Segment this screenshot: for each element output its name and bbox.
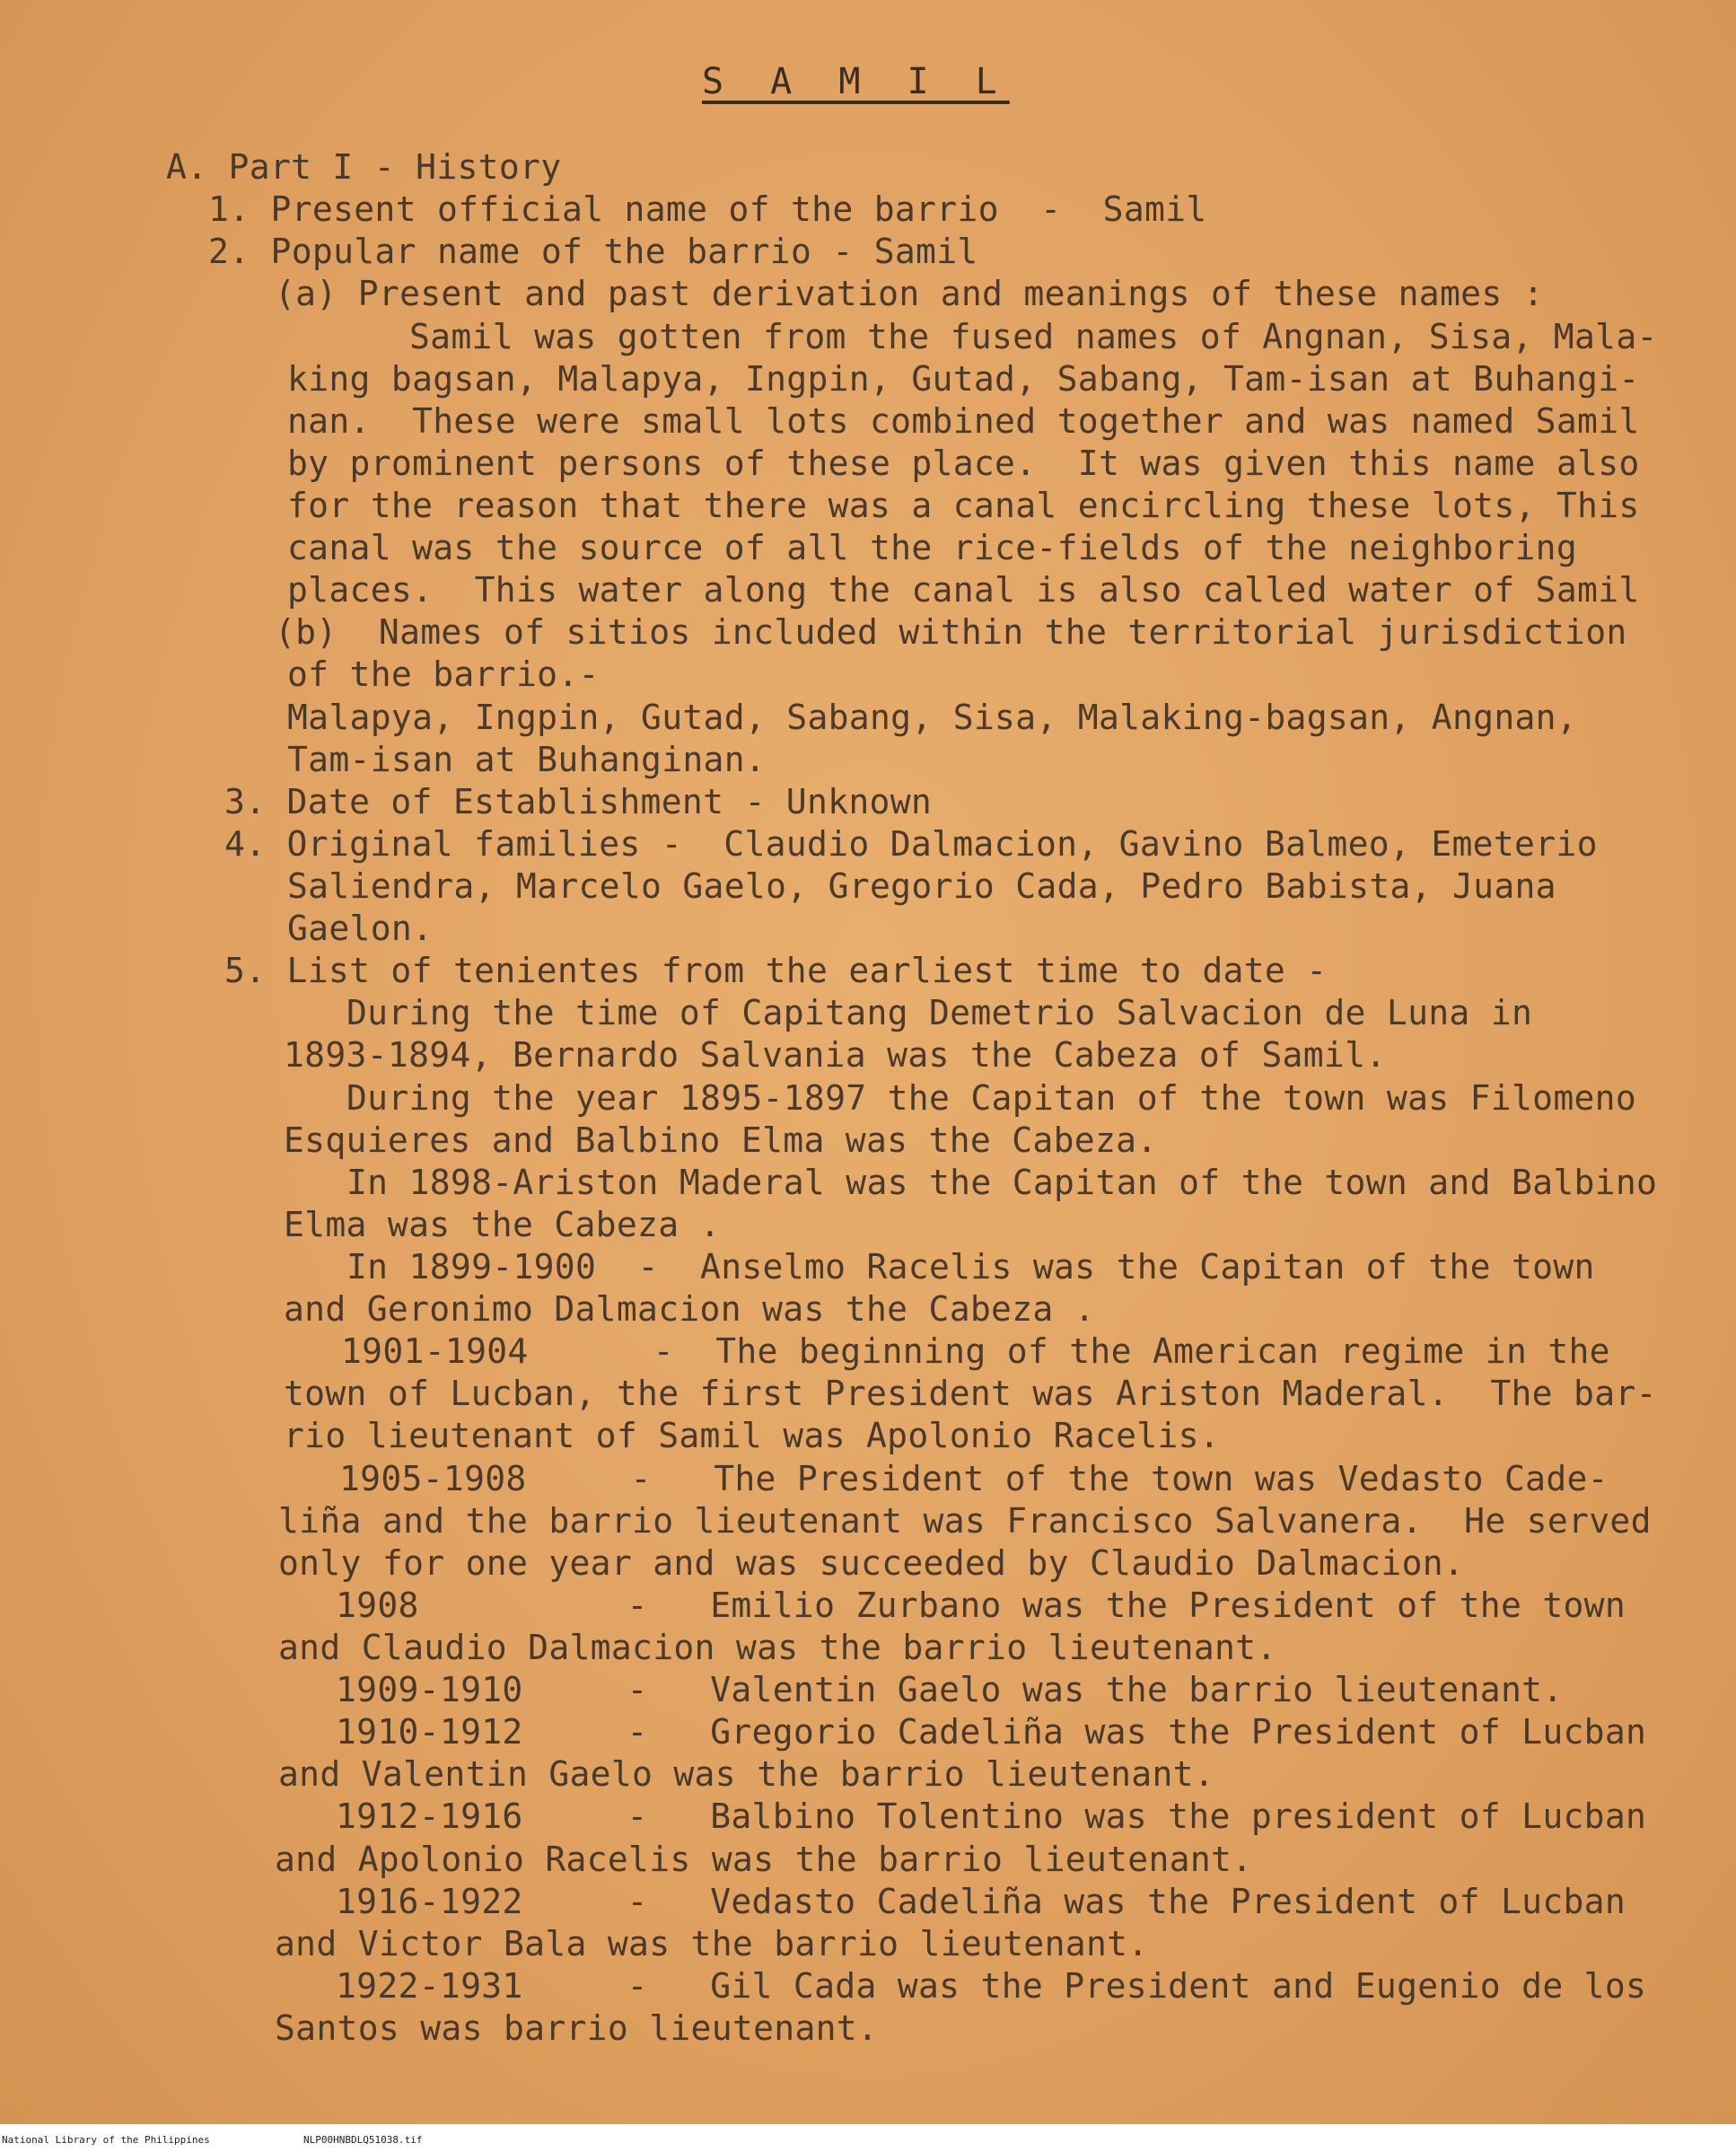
text-line: Esquieres and Balbino Elma was the Cabeza. bbox=[284, 1120, 1158, 1160]
text-line: Samil was gotten from the fused names of Angnan, Sisa, Mala- bbox=[409, 317, 1658, 356]
text-line: only for one year and was succeeded by Claudio Dalmacion. bbox=[278, 1543, 1465, 1583]
text-line: Malapya, Ingpin, Gutad, Sabang, Sisa, Malaking-bagsan, Angnan, bbox=[287, 698, 1578, 737]
text-line: by prominent persons of these place. It was given this name also bbox=[287, 444, 1640, 483]
text-line: 1916-1922 - Vedasto Cadeliña was the President of Lucban bbox=[336, 1882, 1626, 1921]
text-line: and Geronimo Dalmacion was the Cabeza . bbox=[284, 1289, 1095, 1329]
text-line: Tam-isan at Buhanginan. bbox=[287, 740, 767, 779]
text-line-item-2: 2. Popular name of the barrio - Samil bbox=[208, 232, 978, 271]
text-line: for the reason that there was a canal encircling these lots, This bbox=[287, 486, 1640, 525]
text-line: and Victor Bala was the barrio lieutenant. bbox=[275, 1924, 1149, 1963]
text-line-item-4: 4. Original families - Claudio Dalmacion, Gavino Balmeo, Emeterio bbox=[224, 824, 1598, 864]
text-line: and Valentin Gaelo was the barrio lieutenant. bbox=[278, 1754, 1215, 1794]
text-line: 1893-1894, Bernardo Salvania was the Cabeza of Samil. bbox=[284, 1035, 1387, 1075]
text-line: nan. These were small lots combined together and was named Samil bbox=[287, 401, 1640, 441]
text-line: During the year 1895-1897 the Capitan of the town was Filomeno bbox=[346, 1078, 1637, 1118]
text-line: canal was the source of all the rice-fields of the neighboring bbox=[287, 528, 1578, 567]
text-line: rio lieutenant of Samil was Apolonio Racelis. bbox=[284, 1416, 1221, 1455]
text-line-item-1: 1. Present official name of the barrio - Samil bbox=[208, 189, 1207, 229]
text-line: 1908 - Emilio Zurbano was the President of the town bbox=[336, 1585, 1626, 1625]
text-line: (b) Names of sitios included within the territorial jurisdiction bbox=[275, 612, 1627, 652]
text-line: Santos was barrio lieutenant. bbox=[275, 2008, 879, 2048]
text-line-item-5: 5. List of tenientes from the earliest time to date - bbox=[224, 951, 1328, 990]
text-line: Gaelon. bbox=[287, 909, 434, 948]
text-line: 1912-1916 - Balbino Tolentino was the president of Lucban bbox=[336, 1796, 1647, 1836]
text-line-item-3: 3. Date of Establishment - Unknown bbox=[224, 782, 933, 821]
text-line: In 1898-Ariston Maderal was the Capitan of the town and Balbino bbox=[346, 1163, 1658, 1202]
document-title: S A M I L bbox=[702, 61, 1010, 102]
text-line: 1922-1931 - Gil Cada was the President and Eugenio de los bbox=[336, 1966, 1647, 2006]
text-line: (a) Present and past derivation and meanings of these names : bbox=[275, 274, 1544, 313]
footer-file-name: NLP00HNBDLQ51038.tif bbox=[303, 2134, 423, 2146]
text-line: Elma was the Cabeza . bbox=[284, 1205, 721, 1244]
text-line: 1909-1910 - Valentin Gaelo was the barrio lieutenant. bbox=[336, 1670, 1564, 1709]
text-line: liña and the barrio lieutenant was Francisco Salvanera. He served bbox=[278, 1501, 1652, 1541]
text-line: and Claudio Dalmacion was the barrio lieutenant. bbox=[278, 1628, 1277, 1667]
footer-library-name: National Library of the Philippines bbox=[2, 2134, 210, 2146]
text-line: In 1899-1900 - Anselmo Racelis was the Capitan of the town bbox=[346, 1247, 1595, 1287]
text-line: of the barrio.- bbox=[287, 654, 600, 694]
text-line: places. This water along the canal is also called water of Samil bbox=[287, 570, 1640, 610]
text-line: and Apolonio Racelis was the barrio lieutenant. bbox=[275, 1840, 1253, 1879]
text-line: king bagsan, Malapya, Ingpin, Gutad, Sabang, Tam-isan at Buhangi- bbox=[287, 359, 1640, 399]
text-line: town of Lucban, the first President was Ariston Maderal. The bar- bbox=[284, 1374, 1657, 1413]
text-line: During the time of Capitang Demetrio Salvacion de Luna in bbox=[346, 993, 1533, 1032]
text-line: Saliendra, Marcelo Gaelo, Gregorio Cada, Pedro Babista, Juana bbox=[287, 866, 1556, 906]
text-line: 1905-1908 - The President of the town was Vedasto Cade- bbox=[339, 1459, 1609, 1498]
scan-footer bbox=[0, 2124, 1736, 2152]
text-line: 1901-1904 - The beginning of the American regime in the bbox=[341, 1331, 1610, 1371]
text-line-part-heading: A. Part I - History bbox=[166, 147, 562, 187]
text-line: 1910-1912 - Gregorio Cadeliña was the President of Lucban bbox=[336, 1712, 1647, 1752]
